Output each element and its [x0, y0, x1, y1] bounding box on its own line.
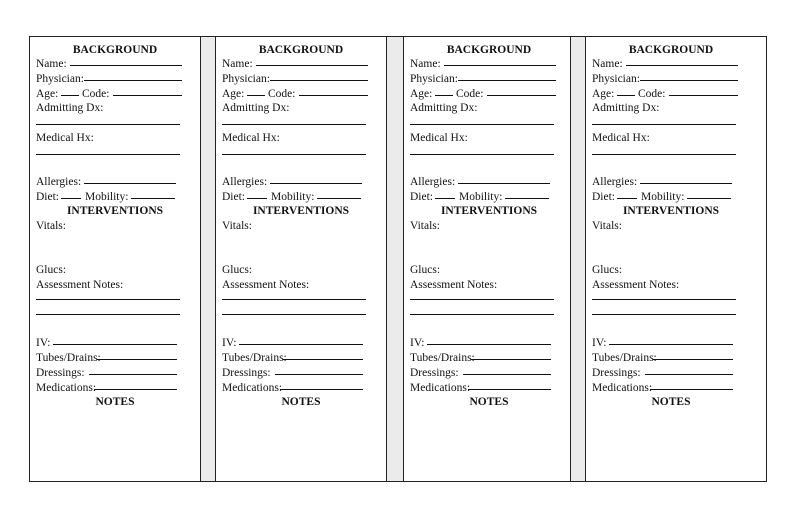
- age-field[interactable]: [61, 95, 79, 96]
- age-field[interactable]: [617, 95, 635, 96]
- medical-hx-field[interactable]: [592, 154, 736, 155]
- glucs-label: Glucs:: [36, 264, 67, 276]
- background-heading: BACKGROUND: [258, 44, 344, 56]
- assessment-notes-label: Assessment Notes:: [36, 279, 124, 291]
- age-label: Age:: [36, 88, 59, 100]
- background-heading: BACKGROUND: [446, 44, 532, 56]
- code-label: Code:: [456, 88, 484, 100]
- mobility-label: Mobility:: [271, 191, 315, 203]
- assessment-line-1[interactable]: [592, 299, 736, 300]
- mobility-label: Mobility:: [641, 191, 685, 203]
- physician-field[interactable]: [84, 80, 182, 81]
- mobility-field[interactable]: [505, 198, 549, 199]
- vitals-label: Vitals:: [222, 220, 252, 232]
- name-label: Name:: [36, 58, 67, 70]
- mobility-field[interactable]: [131, 198, 175, 199]
- dressings-label: Dressings:: [410, 367, 459, 379]
- tubes-drains-label: Tubes/Drains:: [36, 352, 101, 364]
- admitting-dx-label: Admitting Dx:: [410, 102, 478, 114]
- dressings-field[interactable]: [645, 374, 733, 375]
- code-label: Code:: [638, 88, 666, 100]
- iv-label: IV:: [36, 337, 51, 349]
- notes-heading: NOTES: [95, 396, 135, 408]
- code-field[interactable]: [113, 95, 182, 96]
- physician-field[interactable]: [270, 80, 368, 81]
- code-label: Code:: [82, 88, 110, 100]
- background-heading: BACKGROUND: [628, 44, 714, 56]
- age-label: Age:: [592, 88, 615, 100]
- physician-label: Physician:: [410, 73, 458, 85]
- name-field[interactable]: [70, 65, 182, 66]
- medications-field[interactable]: [280, 389, 363, 390]
- admitting-dx-field[interactable]: [36, 124, 180, 125]
- code-label: Code:: [268, 88, 296, 100]
- mobility-field[interactable]: [317, 198, 361, 199]
- patient-card: [30, 37, 200, 481]
- assessment-line-1[interactable]: [222, 299, 366, 300]
- mobility-label: Mobility:: [459, 191, 503, 203]
- dressings-field[interactable]: [275, 374, 363, 375]
- patient-card: [404, 37, 574, 481]
- interventions-heading: INTERVENTIONS: [66, 205, 164, 217]
- tubes-drains-label: Tubes/Drains:: [222, 352, 287, 364]
- admitting-dx-label: Admitting Dx:: [36, 102, 104, 114]
- code-field[interactable]: [299, 95, 368, 96]
- assessment-notes-label: Assessment Notes:: [410, 279, 498, 291]
- diet-field[interactable]: [247, 198, 267, 199]
- iv-label: IV:: [592, 337, 607, 349]
- diet-field[interactable]: [61, 198, 81, 199]
- admitting-dx-label: Admitting Dx:: [592, 102, 660, 114]
- vitals-label: Vitals:: [36, 220, 66, 232]
- allergies-label: Allergies:: [36, 176, 82, 188]
- medical-hx-field[interactable]: [222, 154, 366, 155]
- assessment-line-2[interactable]: [410, 314, 554, 315]
- admitting-dx-field[interactable]: [410, 124, 554, 125]
- background-heading: BACKGROUND: [72, 44, 158, 56]
- glucs-label: Glucs:: [410, 264, 441, 276]
- diet-label: Diet:: [222, 191, 245, 203]
- iv-field[interactable]: [239, 344, 363, 345]
- dressings-label: Dressings:: [36, 367, 85, 379]
- dressings-label: Dressings:: [592, 367, 641, 379]
- patient-card: [586, 37, 756, 481]
- assessment-line-2[interactable]: [592, 314, 736, 315]
- notes-heading: NOTES: [651, 396, 691, 408]
- admitting-dx-label: Admitting Dx:: [222, 102, 290, 114]
- column-gutter: [386, 37, 404, 481]
- name-label: Name:: [222, 58, 253, 70]
- tubes-drains-field[interactable]: [653, 359, 733, 360]
- medications-field[interactable]: [94, 389, 177, 390]
- assessment-line-2[interactable]: [222, 314, 366, 315]
- interventions-heading: INTERVENTIONS: [622, 205, 720, 217]
- diet-label: Diet:: [592, 191, 615, 203]
- interventions-heading: INTERVENTIONS: [440, 205, 538, 217]
- assessment-notes-label: Assessment Notes:: [222, 279, 310, 291]
- physician-label: Physician:: [592, 73, 640, 85]
- age-label: Age:: [410, 88, 433, 100]
- dressings-field[interactable]: [463, 374, 551, 375]
- tubes-drains-label: Tubes/Drains:: [592, 352, 657, 364]
- assessment-notes-label: Assessment Notes:: [592, 279, 680, 291]
- vitals-label: Vitals:: [410, 220, 440, 232]
- medical-hx-label: Medical Hx:: [410, 132, 468, 144]
- notes-heading: NOTES: [469, 396, 509, 408]
- dressings-label: Dressings:: [222, 367, 271, 379]
- vitals-label: Vitals:: [592, 220, 622, 232]
- notes-heading: NOTES: [281, 396, 321, 408]
- tubes-drains-field[interactable]: [97, 359, 177, 360]
- medical-hx-field[interactable]: [36, 154, 180, 155]
- age-field[interactable]: [435, 95, 453, 96]
- medical-hx-label: Medical Hx:: [592, 132, 650, 144]
- medications-label: Medications:: [222, 382, 283, 394]
- name-label: Name:: [592, 58, 623, 70]
- medical-hx-label: Medical Hx:: [36, 132, 94, 144]
- medications-field[interactable]: [468, 389, 551, 390]
- report-sheet: [29, 36, 767, 482]
- physician-field[interactable]: [640, 80, 738, 81]
- iv-field[interactable]: [53, 344, 177, 345]
- tubes-drains-field[interactable]: [283, 359, 363, 360]
- code-field[interactable]: [487, 95, 556, 96]
- assessment-line-1[interactable]: [36, 299, 180, 300]
- medical-hx-field[interactable]: [410, 154, 554, 155]
- medications-label: Medications:: [592, 382, 653, 394]
- physician-field[interactable]: [458, 80, 556, 81]
- patient-card: [216, 37, 386, 481]
- name-field[interactable]: [444, 65, 556, 66]
- medications-field[interactable]: [650, 389, 733, 390]
- allergies-label: Allergies:: [222, 176, 268, 188]
- iv-label: IV:: [410, 337, 425, 349]
- name-field[interactable]: [626, 65, 738, 66]
- interventions-heading: INTERVENTIONS: [252, 205, 350, 217]
- mobility-field[interactable]: [687, 198, 731, 199]
- diet-field[interactable]: [617, 198, 637, 199]
- diet-label: Diet:: [410, 191, 433, 203]
- assessment-line-2[interactable]: [36, 314, 180, 315]
- iv-field[interactable]: [609, 344, 733, 345]
- assessment-line-1[interactable]: [410, 299, 554, 300]
- allergies-label: Allergies:: [592, 176, 638, 188]
- dressings-field[interactable]: [89, 374, 177, 375]
- allergies-field[interactable]: [458, 183, 550, 184]
- allergies-field[interactable]: [270, 183, 362, 184]
- age-label: Age:: [222, 88, 245, 100]
- admitting-dx-field[interactable]: [592, 124, 736, 125]
- tubes-drains-field[interactable]: [471, 359, 551, 360]
- glucs-label: Glucs:: [222, 264, 253, 276]
- diet-label: Diet:: [36, 191, 59, 203]
- glucs-label: Glucs:: [592, 264, 623, 276]
- admitting-dx-field[interactable]: [222, 124, 366, 125]
- medical-hx-label: Medical Hx:: [222, 132, 280, 144]
- age-field[interactable]: [247, 95, 265, 96]
- mobility-label: Mobility:: [85, 191, 129, 203]
- name-field[interactable]: [256, 65, 368, 66]
- name-label: Name:: [410, 58, 441, 70]
- column-gutter: [200, 37, 216, 481]
- diet-field[interactable]: [435, 198, 455, 199]
- code-field[interactable]: [669, 95, 738, 96]
- medications-label: Medications:: [410, 382, 471, 394]
- physician-label: Physician:: [36, 73, 84, 85]
- tubes-drains-label: Tubes/Drains:: [410, 352, 475, 364]
- iv-label: IV:: [222, 337, 237, 349]
- allergies-label: Allergies:: [410, 176, 456, 188]
- iv-field[interactable]: [427, 344, 551, 345]
- physician-label: Physician:: [222, 73, 270, 85]
- medications-label: Medications:: [36, 382, 97, 394]
- allergies-field[interactable]: [640, 183, 732, 184]
- allergies-field[interactable]: [84, 183, 176, 184]
